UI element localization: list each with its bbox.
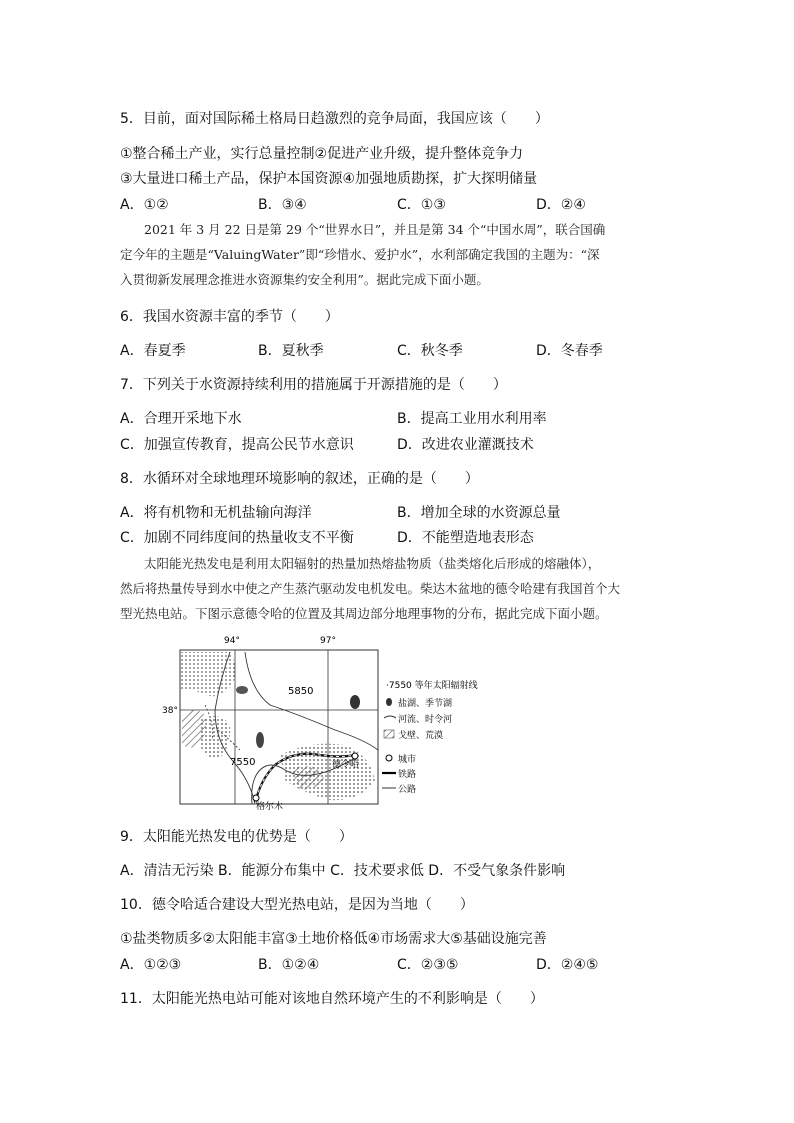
q11-stem: 11．太阳能光热电站可能对该地自然环境产生的不利影响是（ ） — [120, 991, 544, 1007]
q5-option-a: A．①② — [120, 197, 169, 213]
passage1-line3: 入贯彻新发展理念推进水资源集约安全利用”。据此完成下面小题。 — [120, 272, 489, 287]
label-lat-38: 38° — [162, 706, 178, 716]
q9-stem: 9．太阳能光热发电的优势是（ ） — [120, 829, 353, 845]
passage2-line3: 型光热电站。下图示意德令哈的位置及其周边部分地理事物的分布，据此完成下面小题。 — [120, 606, 608, 621]
q10-option-a: A．①②③ — [120, 957, 182, 973]
salt-lake-n — [236, 686, 248, 694]
map-legend — [382, 679, 478, 795]
label-isoline-7550: 7550 — [230, 757, 256, 768]
legend-lake-symbol — [386, 698, 392, 706]
q8-option-a: A．将有机物和无机盐输向海洋 — [120, 505, 312, 521]
q10-option-d: D．②④⑤ — [536, 957, 599, 973]
passage1-line2: 定今年的主题是“ValuingWater”即“珍惜水、爱护水”，水利部确定我国的主题为：“深 — [120, 247, 600, 262]
q7-option-d: D．改进农业灌溉技术 — [397, 437, 534, 453]
q5-statement-1: ①整合稀土产业，实行总量控制②促进产业升级，提升整体竞争力 — [120, 146, 524, 162]
label-city-golmud: 格尔木 — [256, 802, 284, 810]
city-golmud — [253, 795, 259, 801]
legend-isoline: ·7550 等年太阳辐射线 — [386, 681, 478, 691]
q7-options-row1 — [120, 408, 680, 428]
q8-options-row1 — [120, 502, 680, 522]
legend-city: 城市 — [398, 755, 417, 765]
q7-option-a: A．合理开采地下水 — [120, 411, 242, 427]
label-city-delingha: 德令哈 — [332, 760, 360, 770]
q6-option-c: C．秋冬季 — [397, 343, 463, 359]
q10-option-b: B．①②④ — [258, 957, 320, 973]
q6-option-b: B．夏秋季 — [258, 343, 324, 359]
q8-options-row2 — [120, 527, 680, 547]
legend-city-symbol — [386, 755, 392, 761]
q7-options-row2 — [120, 434, 680, 454]
legend-road: 公路 — [398, 785, 417, 795]
label-lon-97: 97° — [320, 636, 336, 646]
passage2-line2: 然后将热量传导到水中使之产生蒸汽驱动发电机发电。柴达木盆地的德令哈建有我国首个大 — [120, 581, 621, 596]
delingha-map — [160, 630, 490, 810]
passage1-line1: 2021 年 3 月 22 日是第 29 个“世界水日”，并且是第 34 个“中国水周”，联合国确 — [144, 222, 606, 237]
q5-stem: 5．目前，面对国际稀土格局日趋激烈的竞争局面，我国应该（ ） — [120, 111, 549, 127]
q9-options: A．清洁无污染 B．能源分布集中 C．技术要求低 D．不受气象条件影响 — [120, 863, 566, 879]
q10-statements: ①盐类物质多②太阳能丰富③土地价格低④市场需求大⑤基础设施完善 — [120, 931, 547, 947]
salt-lake-ne — [350, 695, 360, 709]
q6-option-a: A．春夏季 — [120, 343, 186, 359]
q7-option-c: C．加强宣传教育，提高公民节水意识 — [120, 437, 354, 453]
q10-option-c: C．②③⑤ — [397, 957, 459, 973]
q8-stem: 8．水循环对全球地理环境影响的叙述，正确的是（ ） — [120, 471, 479, 487]
city-delingha — [352, 753, 358, 759]
legend-gobi-symbol — [384, 730, 394, 738]
q5-option-c: C．①③ — [397, 197, 446, 213]
legend-river: 河流、时令河 — [398, 715, 453, 725]
q5-statement-2: ③大量进口稀土产品，保护本国资源④加强地质勘探，扩大探明储量 — [120, 171, 538, 187]
q8-option-c: C．加剧不同纬度间的热量收支不平衡 — [120, 530, 354, 546]
legend-rail: 铁路 — [398, 770, 417, 780]
q5-options — [120, 194, 620, 214]
q6-options — [120, 340, 620, 360]
q7-stem: 7．下列关于水资源持续利用的措施属于开源措施的是（ ） — [120, 377, 507, 393]
q6-option-d: D．冬春季 — [536, 343, 603, 359]
q10-options — [120, 954, 620, 974]
legend-lake: 盐湖、季节湖 — [398, 699, 453, 709]
q5-option-d: D．②④ — [536, 197, 586, 213]
q8-option-d: D．不能塑造地表形态 — [397, 530, 534, 546]
passage2-line1: 太阳能光热发电是利用太阳辐射的热量加热熔盐物质（盐类熔化后形成的熔融体）， — [144, 556, 601, 571]
q6-stem: 6．我国水资源丰富的季节（ ） — [120, 309, 339, 325]
legend-river-symbol — [384, 716, 396, 718]
legend-desert: 戈壁、荒漠 — [398, 731, 444, 741]
q10-stem: 10．德令哈适合建设大型光热电站，是因为当地（ ） — [120, 897, 474, 913]
desert-area-nw — [180, 652, 236, 696]
salt-lake-c — [256, 732, 264, 748]
label-isoline-5850: 5850 — [288, 686, 314, 697]
q7-option-b: B．提高工业用水利用率 — [397, 411, 547, 427]
label-lon-94: 94° — [224, 636, 240, 646]
q8-option-b: B．增加全球的水资源总量 — [397, 505, 561, 521]
q5-option-b: B．③④ — [258, 197, 307, 213]
